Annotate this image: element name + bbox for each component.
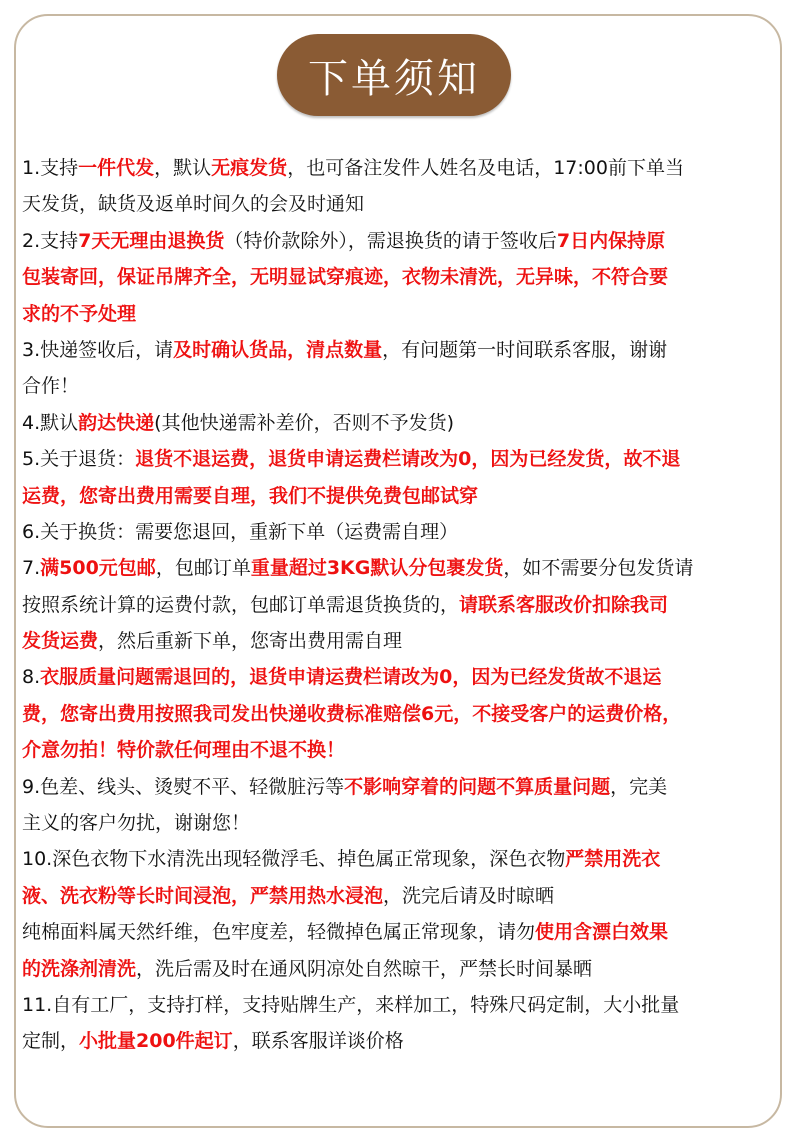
notice-text: ，完美 [610,775,668,798]
highlight-text: 衣服质量问题需退回的，退货申请运费栏请改为0，因为已经发货故不退运 [40,666,662,689]
notice-text: 6.关于换货：需要您退回，重新下单（运费需自理） [22,520,459,543]
notice-line [22,186,786,222]
highlight-text: 7天无理由退换货 [78,229,225,252]
notice-text: （特价款除外），需退换货的请于签收后 [224,229,557,252]
highlight-text: 的洗涤剂清洗 [22,957,137,980]
notice-line [22,368,786,404]
notice-line [22,550,786,586]
notice-text: 11.自有工厂，支持打样，支持贴牌生产，来样加工，特殊尺码定制，大小批量 [22,993,680,1016]
notice-text: ，洗完后请及时晾晒 [383,884,555,907]
notice-line [22,296,786,332]
notice-text: 纯棉面料属天然纤维，色牢度差，轻微掉色属正常现象，请勿 [22,921,536,944]
highlight-text: 液、洗衣粉等长时间浸泡，严禁用热水浸泡 [22,884,384,907]
highlight-text: 及时确认货品，清点数量 [173,338,383,361]
highlight-text: 一件代发 [78,157,155,179]
notice-text: 1.支持 [22,157,79,179]
highlight-text: 7日内保持原 [556,229,666,252]
notice-text: 8. [22,666,41,689]
notice-line [22,478,786,514]
notice-text: ，默认 [154,157,212,179]
notice-text: 10.深色衣物下水清洗出现轻微浮毛、掉色属正常现象，深色衣物 [22,848,566,871]
notice-line [22,659,786,695]
notice-text: 4.默认 [22,411,79,434]
notice-line [22,514,786,550]
notice-text: 按照系统计算的运费付款，包邮订单需退货换货的， [22,593,460,616]
notice-text: ，洗后需及时在通风阴凉处自然晾干，严禁长时间暴晒 [136,957,593,980]
notice-text: ，有问题第一时间联系客服，谢谢 [382,338,668,361]
highlight-text: 费，您寄出费用按照我司发出快递收费标准赔偿6元，不接受客户的运费价格， [22,702,682,725]
highlight-text: 请联系客服改价扣除我司 [459,593,669,616]
notice-text: ，然后重新下单，您寄出费用需自理 [98,630,403,653]
notice-text: ，联系客服详谈价格 [232,1030,404,1053]
notice-text: 5.关于退货： [22,448,136,471]
highlight-text: 求的不予处理 [22,302,137,325]
highlight-text: 发货运费 [22,630,99,653]
notice-line [22,696,786,732]
notice-line [22,150,786,186]
notice-text: 天发货，缺货及返单时间久的会及时通知 [22,193,365,216]
notice-line [22,259,786,295]
notice-line [22,914,786,950]
notice-text: 3.快递签收后，请 [22,338,174,361]
page-title: 下单须知 [308,55,480,102]
title-badge [277,34,511,116]
notice-line [22,732,786,768]
highlight-text: 运费，您寄出费用需要自理，我们不提供免费包邮试穿 [22,484,479,507]
notice-line [22,841,786,877]
notice-text: 2.支持 [22,229,79,252]
notice-list [22,150,786,1060]
notice-text: 定制， [22,1030,80,1053]
highlight-text: 包装寄回，保证吊牌齐全，无明显试穿痕迹，衣物未清洗，无异味，不符合要 [22,266,669,289]
notice-text: ，如不需要分包发货请 [503,557,694,580]
highlight-text: 使用含漂白效果 [535,921,669,944]
notice-line [22,1023,786,1059]
notice-text: 主义的客户勿扰，谢谢您！ [22,812,251,835]
notice-text: ，包邮订单 [155,557,251,580]
notice-line [22,223,786,259]
highlight-text: 小批量200件起订 [79,1030,233,1053]
notice-text: 7. [22,557,41,580]
notice-line [22,878,786,914]
highlight-text: 满500元包邮 [40,557,156,580]
highlight-text: 韵达快递 [78,411,155,434]
highlight-text: 退货不退运费，退货申请运费栏请改为0，因为已经发货，故不退 [135,448,681,471]
highlight-text: 重量超过3KG默认分包裹发货 [250,557,504,580]
notice-text: ，也可备注发件人姓名及电话，17:00前下单当 [287,157,684,179]
highlight-text: 无痕发货 [211,157,288,179]
highlight-text: 介意勿拍！特价款任何理由不退不换！ [22,739,346,762]
notice-line [22,623,786,659]
notice-line [22,405,786,441]
highlight-text: 不影响穿着的问题不算质量问题 [344,775,611,798]
notice-text: 合作！ [22,375,80,398]
notice-line [22,441,786,477]
notice-line [22,951,786,987]
notice-line [22,332,786,368]
notice-text: 9.色差、线头、烫熨不平、轻微脏污等 [22,775,345,798]
notice-line [22,769,786,805]
highlight-text: 严禁用洗衣 [565,848,661,871]
notice-line [22,805,786,841]
notice-line [22,587,786,623]
notice-line [22,987,786,1023]
notice-text: (其他快递需补差价，否则不予发货) [154,411,454,434]
